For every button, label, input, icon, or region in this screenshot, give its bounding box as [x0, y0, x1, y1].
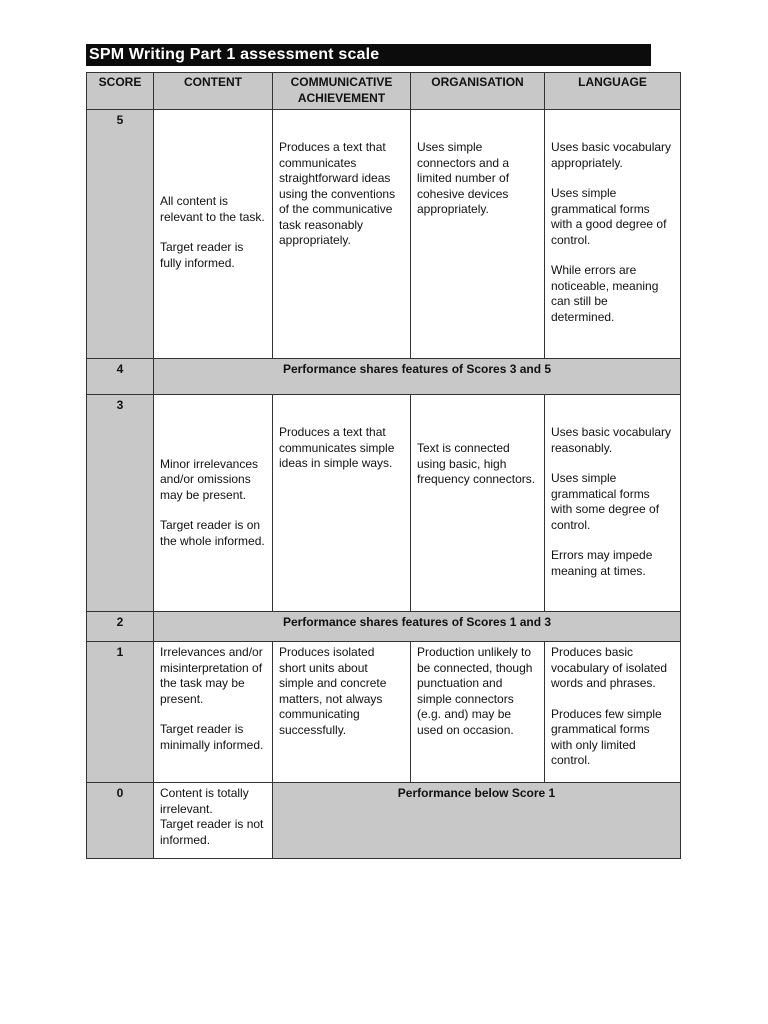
communicative-cell: [273, 395, 411, 612]
page-title: SPM Writing Part 1 assessment scale: [86, 44, 651, 66]
content-text: Target reader is fully informed.: [160, 240, 244, 270]
content-text: Target reader is not informed.: [160, 817, 264, 847]
content-cell: [154, 110, 273, 359]
content-text: All content is relevant to the task.: [160, 194, 265, 224]
score-cell: 5: [87, 110, 154, 359]
score-cell: 1: [87, 642, 154, 783]
header-row: [87, 73, 681, 110]
organisation-cell: [411, 110, 545, 359]
content-text: Target reader is minimally informed.: [160, 722, 264, 752]
content-text: Target reader is on the whole informed.: [160, 518, 265, 548]
language-text: Produces basic vocabulary of isolated words and phrases.: [551, 645, 668, 690]
organisation-text: Uses simple connectors and a limited number of cohesive devices appropriately.: [417, 140, 510, 216]
content-cell: [154, 783, 273, 859]
table-row-score-3: [87, 395, 681, 612]
communicative-cell: [273, 642, 411, 783]
language-cell: [545, 110, 681, 359]
communicative-text: Produces a text that communicates straightforward ideas using the conventions of the communicative task reasonably appropriately.: [279, 140, 396, 247]
score-cell: 3: [87, 395, 154, 612]
communicative-cell: [273, 110, 411, 359]
shared-features-cell: Performance shares features of Scores 1 and 3: [154, 612, 681, 642]
organisation-cell: [411, 395, 545, 612]
shared-features-cell: Performance shares features of Scores 3 and 5: [154, 359, 681, 395]
score-cell: 4: [87, 359, 154, 395]
content-cell: [154, 642, 273, 783]
organisation-text: Text is connected using basic, high frequency connectors.: [417, 441, 536, 486]
language-text: Uses basic vocabulary reasonably.: [551, 425, 672, 455]
content-text: Content is totally irrelevant.: [160, 786, 249, 816]
header-score: SCORE: [87, 73, 154, 110]
content-text: Minor irrelevances and/or omissions may be present.: [160, 456, 259, 502]
organisation-text: Production unlikely to be connected, though punctuation and simple connectors (e.g. and) may be used on occasion.: [417, 645, 533, 737]
language-text: Uses simple grammatical forms with a good degree of control.: [551, 186, 667, 247]
language-text: Uses simple grammatical forms with some degree of control.: [551, 471, 660, 532]
header-content: CONTENT: [154, 73, 273, 110]
communicative-text: Produces a text that communicates simple ideas in simple ways.: [279, 425, 395, 470]
header-communicative-achievement: COMMUNICATIVE ACHIEVEMENT: [273, 73, 411, 110]
content-cell: [154, 395, 273, 612]
language-text: Errors may impede meaning at times.: [551, 548, 653, 578]
table-row-score-0: [87, 783, 681, 859]
language-text: Uses basic vocabulary appropriately.: [551, 140, 672, 170]
language-cell: [545, 395, 681, 612]
header-organisation: ORGANISATION: [411, 73, 545, 110]
language-text: Produces few simple grammatical forms with only limited control.: [551, 706, 662, 767]
score-cell: 2: [87, 612, 154, 642]
table-row-score-5: [87, 110, 681, 359]
table-row-score-4: [87, 359, 681, 395]
organisation-cell: [411, 642, 545, 783]
below-score-cell: Performance below Score 1: [273, 783, 681, 859]
table-row-score-2: [87, 612, 681, 642]
language-cell: [545, 642, 681, 783]
header-language: LANGUAGE: [545, 73, 681, 110]
language-text: While errors are noticeable, meaning can still be determined.: [551, 263, 659, 324]
content-text: Irrelevances and/or misinterpretation of the task may be present.: [160, 645, 263, 706]
communicative-text: Produces isolated short units about simple and concrete matters, not always communicating successfully.: [279, 645, 387, 737]
score-cell: 0: [87, 783, 154, 859]
assessment-scale-table: [86, 72, 681, 859]
table-row-score-1: [87, 642, 681, 783]
